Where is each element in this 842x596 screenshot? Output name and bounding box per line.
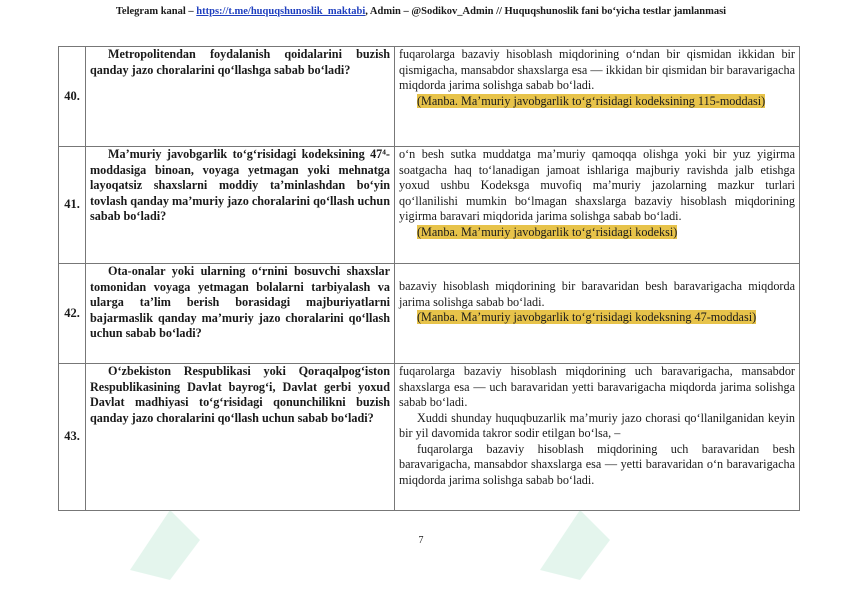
header-prefix: Telegram kanal – — [115, 6, 197, 17]
telegram-link[interactable]: https://t.me/huquqshunoslik_maktabi — [196, 6, 366, 17]
answer-text-1: fuqarolarga bazaviy hisoblash miqdorining uch baravarigacha, mansabdor shaxslarga esa — uch baravaridan yetti baravarigacha miqdorda jarima solishga sabab bo‘ladi. — [399, 364, 795, 409]
answer-text: o‘n besh sutka muddatga ma’muriy qamoqqa olishga yoki bir yuz yigirma soatgacha haq to‘lanadigan jamoat ishlariga majburiy ravishda jalb etishga yoxud ushbu Kodeksga muvofiq ma’muriy jazolarning mazkur turlari qo‘llanilishi mumkin bo‘lmagan shaxslarga bazaviy hisoblash miqdorining yigirma baravari miqdorida jarima solishga sabab bo‘ladi. — [399, 147, 795, 223]
table-row — [59, 47, 800, 147]
table-row — [59, 264, 800, 364]
question-number: 43. — [59, 364, 86, 511]
source-highlight: (Manba. Ma’muriy javobgarlik to‘g‘risidagi kodeksining 115-moddasi) — [417, 93, 766, 108]
question-number: 41. — [59, 147, 86, 264]
page-header — [0, 6, 842, 17]
answer-text: bazaviy hisoblash miqdorining bir baravaridan besh baravarigacha miqdorda jarima solishga sabab bo‘ladi. — [399, 279, 795, 309]
table-row — [59, 364, 800, 511]
answer-text-3: fuqarolarga bazaviy hisoblash miqdorining uch baravaridan besh baravarigacha, mansabdor shaxslarga esa — yetti baravaridan o‘n baravarigacha miqdorda jarima solishga sabab bo‘ladi. — [399, 441, 795, 487]
answer-cell — [395, 364, 800, 511]
question-number: 42. — [59, 264, 86, 364]
header-suffix: , Admin – @Sodikov_Admin // Huquqshunoslik fani bo‘yicha testlar jamlanmasi — [365, 6, 727, 17]
question-text: Ota-onalar yoki ularning o‘rnini bosuvchi shaxslar tomonidan voyaga yetmagan bolalarni tarbiyalash va ularga ta’lim berish borasidagi majburiyatlarni bajarmaslik qanday ma’muriy jazo choralarini qo‘llash uchun sabab bo‘ladi? — [86, 264, 395, 364]
answer-text: fuqarolarga bazaviy hisoblash miqdorining o‘ndan bir qismidan ikkidan bir qismigacha, mansabdor shaxslarga esa — ikkidan bir qismidan bir baravarigacha miqdorda jarima solishga sabab bo‘ladi. — [399, 47, 795, 92]
page-number: 7 — [418, 535, 424, 546]
source-highlight: (Manba. Ma’muriy javobgarlik to‘g‘risidagi kodeksi) — [417, 224, 678, 239]
question-text: O‘zbekiston Respublikasi yoki Qoraqalpog‘iston Respublikasining Davlat bayrog‘i, Davlat gerbi yoxud Davlat madhiyasi to‘g‘risidagi qonunchilikni buzish qanday jazo choralarini qo‘llash uchun sabab bo‘ladi? — [86, 364, 395, 511]
answer-text-2: Xuddi shunday huquqbuzarlik ma’muriy jazo chorasi qo‘llanilganidan keyin bir yil davomida takror sodir etilgan bo‘lsa, – — [399, 410, 795, 440]
question-number: 40. — [59, 47, 86, 147]
answer-cell — [395, 47, 800, 147]
question-text: Metropolitendan foydalanish qoidalarini buzish qanday jazo choralarini qo‘llashga sabab bo‘ladi? — [86, 47, 395, 147]
questions-table — [58, 46, 800, 511]
answer-cell — [395, 264, 800, 364]
question-text: Ma’muriy javobgarlik to‘g‘risidagi kodeksining 47⁴-moddasiga binoan, voyaga yetmagan yoki mehnatga layoqatsiz shaxslarni moddiy ta’minlashdan bo‘yin tovlash qanday ma’muriy jazo choralarini qo‘llash uchun sabab bo‘ladi? — [86, 147, 395, 264]
source-highlight: (Manba. Ma’muriy javobgarlik to‘g‘risidagi kodeksning 47-moddasi) — [417, 310, 757, 324]
table-row — [59, 147, 800, 264]
answer-cell — [395, 147, 800, 264]
